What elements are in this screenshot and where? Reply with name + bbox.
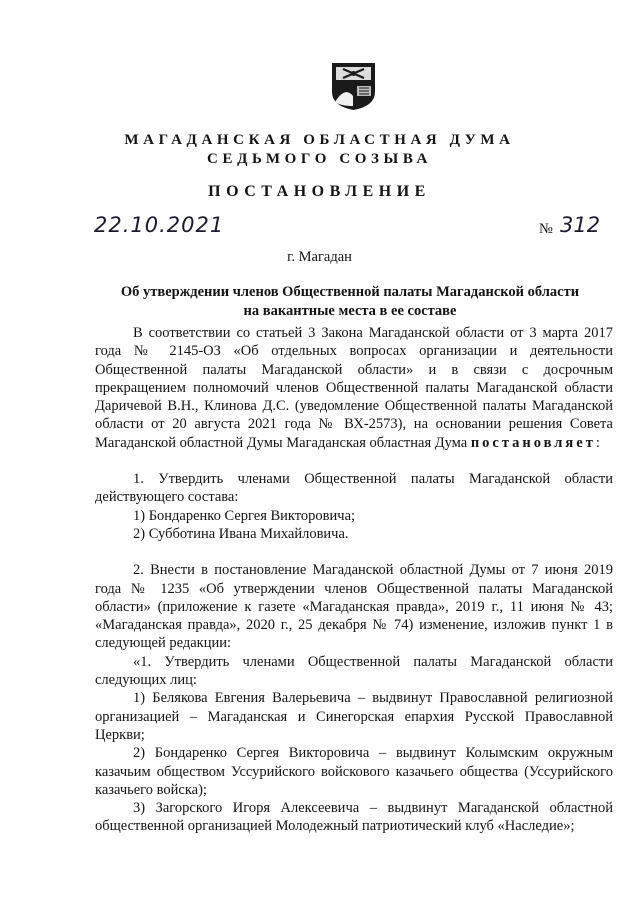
handwritten-number: 312 (560, 213, 601, 237)
document-type: ПОСТАНОВЛЕНИЕ (208, 183, 431, 200)
clause-1-item-2: 2) Субботина Ивана Михайловича. (133, 525, 349, 542)
convocation: СЕДЬМОГО СОЗЫВА (207, 151, 432, 167)
document-subject (100, 283, 600, 321)
subject-line-1: Об утверждении членов Общественной палаты Магаданской области (120, 284, 580, 300)
org-name: МАГАДАНСКАЯ ОБЛАСТНАЯ ДУМА (124, 132, 515, 148)
city: г. Магадан (287, 249, 352, 265)
intro-colon: : (595, 434, 600, 451)
quoted-item-2: 2) Бондаренко Сергея Викторовича – выдвинут Колымским окружным казачьим обществом Уссурийского войскового казачьего общества (Уссурийского казачьего войска); (95, 745, 613, 798)
number-label: № (539, 221, 553, 237)
clause-1-item-1: 1) Бондаренко Сергея Викторовича; (133, 507, 356, 524)
quoted-item-1: 1) Белякова Евгения Валерьевича – выдвинут Православной религиозной организацией – Магаданская и Синегорская епархия Русской Православной Церкви; (95, 690, 613, 743)
magadan-coat-of-arms-icon (331, 62, 376, 111)
quoted-item-3: 3) Загорского Игоря Алексеевича – выдвинут Магаданской областной общественной организацией Молодежный патриотический клуб «Наследие»; (95, 800, 613, 835)
document-body (95, 324, 613, 836)
quoted-clause-1: «1. Утвердить членами Общественной палаты Магаданской области следующих лиц: (95, 653, 613, 689)
handwritten-date: 22.10.2021 (94, 213, 225, 237)
intro-paragraph (95, 324, 613, 452)
intro-text: В соответствии со статьей 3 Закона Магаданской области от 3 марта 2017 года № 2145-ОЗ «Об отдельных вопросах организации и деятельности Общественной палаты Магаданской области» и в связи с досрочным прекращением полномочий членов Общественной палаты Магаданской области Даричевой В.Н., Клинова Д.С. (уведомление Общественной палаты Магаданской области от 20 августа 2021 года № ВХ-2573), на основании решения Совета Магаданской областной Думы Магаданская областная Дума (95, 325, 613, 451)
subject-line-2: на вакантные места в ее составе (243, 303, 457, 319)
resolves-keyword: постановляет (470, 434, 596, 451)
clause-1: 1. Утвердить членами Общественной палаты Магаданской области действующего состава: (95, 471, 613, 506)
clause-2: 2. Внести в постановление Магаданской областной Думы от 7 июня 2019 года № 1235 «Об утверждении членов Общественной палаты Магаданской области» (приложение к газете «Магаданская правда», 2019 г., 11 июня № 43; «Магаданская правда», 2020 г., 25 декабря № 74) изменение, изложив пункт 1 в следующей редакции: (95, 562, 613, 652)
